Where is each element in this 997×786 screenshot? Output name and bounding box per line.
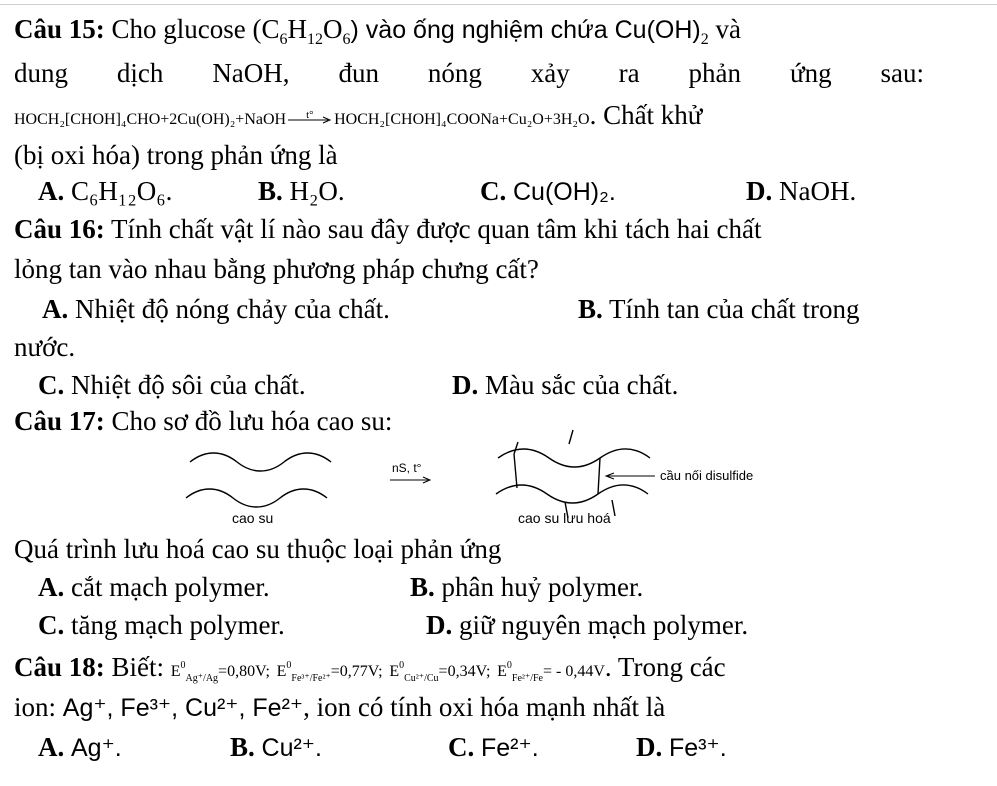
q18-option-d[interactable]: [636, 730, 727, 765]
arrow-condition: t°: [306, 108, 314, 121]
q18-text-pre: Biết:: [111, 652, 165, 682]
option-text: Fe²⁺.: [481, 734, 539, 762]
q15-word: xảy: [530, 58, 570, 88]
q15-option-c[interactable]: [480, 174, 616, 209]
q15-text-o: O: [323, 14, 343, 44]
q18-text-rest: , ion có tính oxi hóa mạnh nhất là: [303, 692, 666, 722]
option-letter: A.: [38, 176, 65, 206]
equation-right: HOCH₂[CHOH]₄COONa+Cu₂O+3H₂O: [334, 111, 590, 128]
option-letter: A.: [38, 732, 65, 762]
option-text: Nhiệt độ sôi của chất.: [71, 370, 306, 400]
option-letter: C.: [448, 732, 475, 762]
q15-sub: 6: [279, 31, 288, 48]
bridge-stub: [612, 500, 615, 516]
reaction-arrow: [286, 108, 334, 128]
q15-sub: 12: [307, 31, 324, 48]
q15-word: ra: [618, 58, 640, 88]
q18-option-b[interactable]: [230, 730, 322, 765]
q15-line4: (bị oxi hóa) trong phản ứng là: [14, 140, 338, 170]
option-text: tăng mạch polymer.: [71, 610, 285, 640]
option-text: giữ nguyên mạch polymer.: [459, 610, 749, 640]
q17-text-1: Cho sơ đồ lưu hóa cao su:: [111, 406, 393, 436]
q15-label: Câu 15:: [14, 14, 105, 44]
q17-label: Câu 17:: [14, 406, 105, 436]
q15-option-d[interactable]: [746, 174, 856, 208]
q15-text-a: Cho glucose (C: [111, 14, 280, 44]
q15-text-h: H: [287, 14, 308, 44]
q17-option-c[interactable]: [38, 608, 285, 642]
q15-text-b: ) vào ống nghiệm chứa Cu(OH): [350, 16, 701, 44]
vulcanized-chain-top: [498, 449, 650, 467]
option-letter: B.: [258, 176, 283, 206]
q15-word: dung: [14, 58, 68, 88]
rubber-chain-bottom: [186, 489, 327, 507]
q16-option-b[interactable]: [578, 292, 859, 326]
option-text: Cu(OH)₂.: [513, 178, 616, 206]
bridge-label: cầu nối disulfide: [660, 468, 754, 483]
q16-option-d[interactable]: [452, 368, 678, 402]
option-letter: A.: [42, 294, 69, 324]
q15-line2: [14, 56, 924, 90]
option-letter: C.: [38, 370, 65, 400]
q18-line2: [14, 690, 665, 725]
option-text: NaOH.: [779, 176, 857, 206]
q16-option-b-continued: nước.: [14, 332, 76, 362]
q15-text-c: và: [708, 14, 741, 44]
option-text: Nhiệt độ nóng chảy của chất.: [75, 294, 390, 324]
q16-label: Câu 16:: [14, 214, 105, 244]
electrode-potential: $E^0_{Fe^{2+}/Fe}= - 0,44V$: [497, 660, 605, 684]
q18-line1: [14, 650, 726, 689]
electrode-potential: $E^0_{Cu^{2+}/Cu}=0,34V$;: [389, 660, 491, 684]
q15-text-d: . Chất khử: [589, 100, 703, 130]
option-letter: D.: [452, 370, 479, 400]
option-text: H₂O.: [289, 176, 345, 206]
arrow-icon: [286, 110, 334, 130]
option-text: Fe³⁺.: [669, 734, 727, 762]
option-letter: B.: [410, 572, 435, 602]
q15-word: nóng: [427, 58, 482, 88]
left-label: cao su: [232, 510, 274, 526]
option-text: cắt mạch polymer.: [71, 572, 270, 602]
electrode-potentials: [171, 652, 605, 682]
vulcanized-chain-bottom: [496, 485, 648, 503]
q16-line2: lỏng tan vào nhau bằng phương pháp chưng cất?: [14, 254, 539, 284]
q18-option-c[interactable]: [448, 730, 539, 765]
electrode-potential: $E^0_{Ag^+/Ag}=0,80V$;: [170, 660, 270, 684]
option-text: Tính tan của chất trong: [609, 294, 860, 324]
q15-word: đun: [338, 58, 379, 88]
option-letter: A.: [38, 572, 65, 602]
q17-option-d[interactable]: [426, 608, 748, 642]
top-rule: [0, 4, 997, 5]
q18-option-a[interactable]: [38, 730, 122, 765]
option-text: Ag⁺.: [71, 734, 122, 762]
q15-sub: 6: [342, 31, 351, 48]
option-letter: C.: [38, 610, 65, 640]
q15-sub: 2: [700, 31, 709, 48]
q18-text-ion: ion:: [14, 692, 63, 722]
option-letter: D.: [746, 176, 773, 206]
option-letter: D.: [636, 732, 663, 762]
q16-text-1: Tính chất vật lí nào sau đây được quan tâm khi tách hai chất: [111, 214, 762, 244]
option-letter: B.: [230, 732, 255, 762]
rubber-chain-top: [190, 453, 331, 471]
q15-option-a[interactable]: [38, 174, 172, 208]
option-text: Màu sắc của chất.: [485, 370, 679, 400]
q15-equation-line: [14, 98, 702, 137]
arrow-label: nS, t°: [392, 461, 422, 475]
q18-ion-list: Ag⁺, Fe³⁺, Cu²⁺, Fe²⁺: [62, 694, 304, 722]
q17-option-b[interactable]: [410, 570, 643, 604]
option-text: phân huỷ polymer.: [441, 572, 644, 602]
option-letter: D.: [426, 610, 453, 640]
q17-line2: Quá trình lưu hoá cao su thuộc loại phản ứng: [14, 534, 502, 564]
q15-word: NaOH,: [212, 58, 290, 88]
q15-word: sau:: [880, 58, 924, 88]
option-text: Cu²⁺.: [261, 734, 322, 762]
bridge-stub: [569, 430, 573, 444]
vulcanization-diagram: [0, 420, 997, 535]
electrode-potential: $E^0_{Fe^{3+}/Fe^{2+}}=0,77V$;: [276, 660, 383, 684]
option-letter: C.: [480, 176, 507, 206]
disulfide-bridge: [598, 458, 600, 494]
option-text: C₆H₁₂O₆.: [71, 176, 173, 206]
q15-word: dịch: [116, 58, 164, 88]
q16-line1: [14, 212, 761, 246]
q16-option-c[interactable]: [38, 368, 306, 402]
q18-text-post: . Trong các: [604, 652, 726, 682]
q17-option-a[interactable]: [38, 570, 270, 604]
q15-word: phản: [688, 58, 742, 88]
right-label: cao su lưu hoá: [518, 510, 611, 526]
q18-label: Câu 18:: [14, 652, 105, 682]
disulfide-bridge: [514, 454, 517, 488]
option-letter: B.: [578, 294, 603, 324]
q16-option-a[interactable]: [42, 292, 390, 326]
q15-line1: [14, 12, 741, 47]
equation-left: HOCH₂[CHOH]₄CHO+2Cu(OH)₂+NaOH: [14, 111, 287, 128]
q15-option-b[interactable]: [258, 174, 345, 208]
bridge-stub: [514, 442, 518, 454]
q15-word: ứng: [789, 58, 832, 88]
